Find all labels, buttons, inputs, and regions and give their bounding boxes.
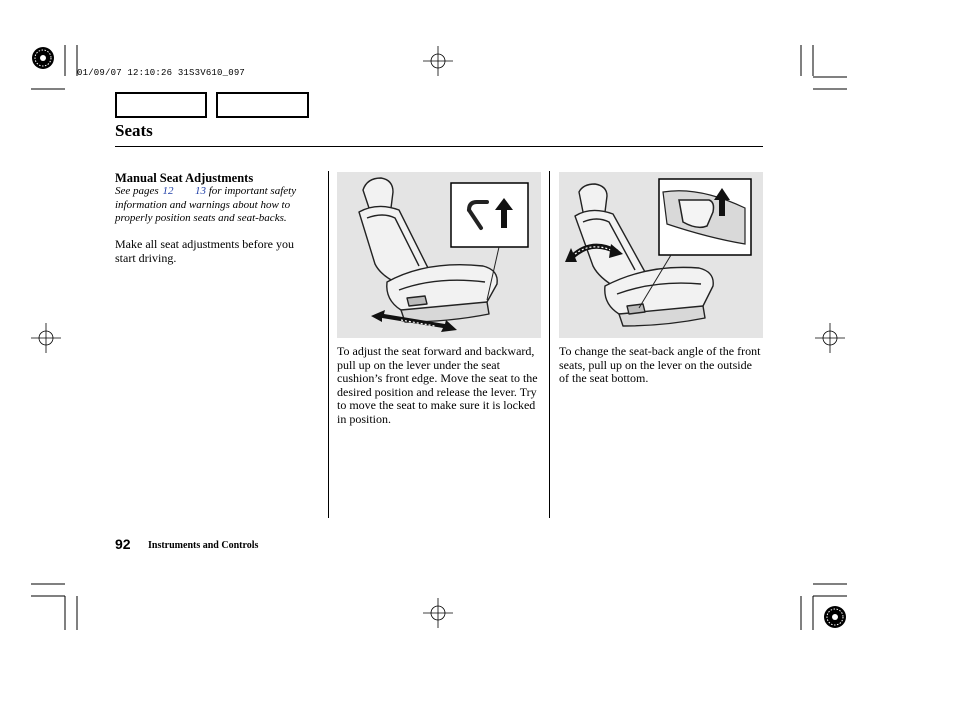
- print-metadata: 01/09/07 12:10:26 31S3V610_097: [77, 68, 246, 78]
- seat-back-drawing: [559, 172, 763, 338]
- page-link-12[interactable]: 12: [162, 185, 174, 197]
- safety-note: [115, 185, 320, 226]
- seat-back-illustration: [559, 172, 763, 338]
- column-divider-2: [549, 171, 550, 518]
- column-divider-1: [328, 171, 329, 518]
- header-tab-box-2: [216, 92, 309, 118]
- note-prefix: See pages: [115, 185, 159, 197]
- page-title: Seats: [115, 121, 153, 140]
- seat-back-instructions: To change the seat-back angle of the front seats, pull up on the lever on the outside of the seat bottom.: [559, 344, 761, 385]
- note-suffix: for important safety information and warnings about how to properly position seats and seat-backs.: [115, 185, 297, 224]
- seat-slide-instructions: To adjust the seat forward and backward, pull up on the lever under the seat cushion’s front edge. Move the seat to the desired position and release the lever. Try to move the seat to make sure it is locked in position.: [337, 344, 538, 426]
- seat-slide-drawing: [337, 172, 541, 338]
- section-name: Instruments and Controls: [148, 540, 259, 551]
- page-link-13[interactable]: 13: [194, 185, 206, 197]
- title-rule: [115, 146, 763, 147]
- page-number: 92: [115, 536, 131, 552]
- section-heading: Manual Seat Adjustments: [115, 171, 254, 185]
- seat-slide-illustration: [337, 172, 541, 338]
- header-tab-box-1: [115, 92, 207, 118]
- intro-paragraph: Make all seat adjustments before you start driving.: [115, 237, 294, 265]
